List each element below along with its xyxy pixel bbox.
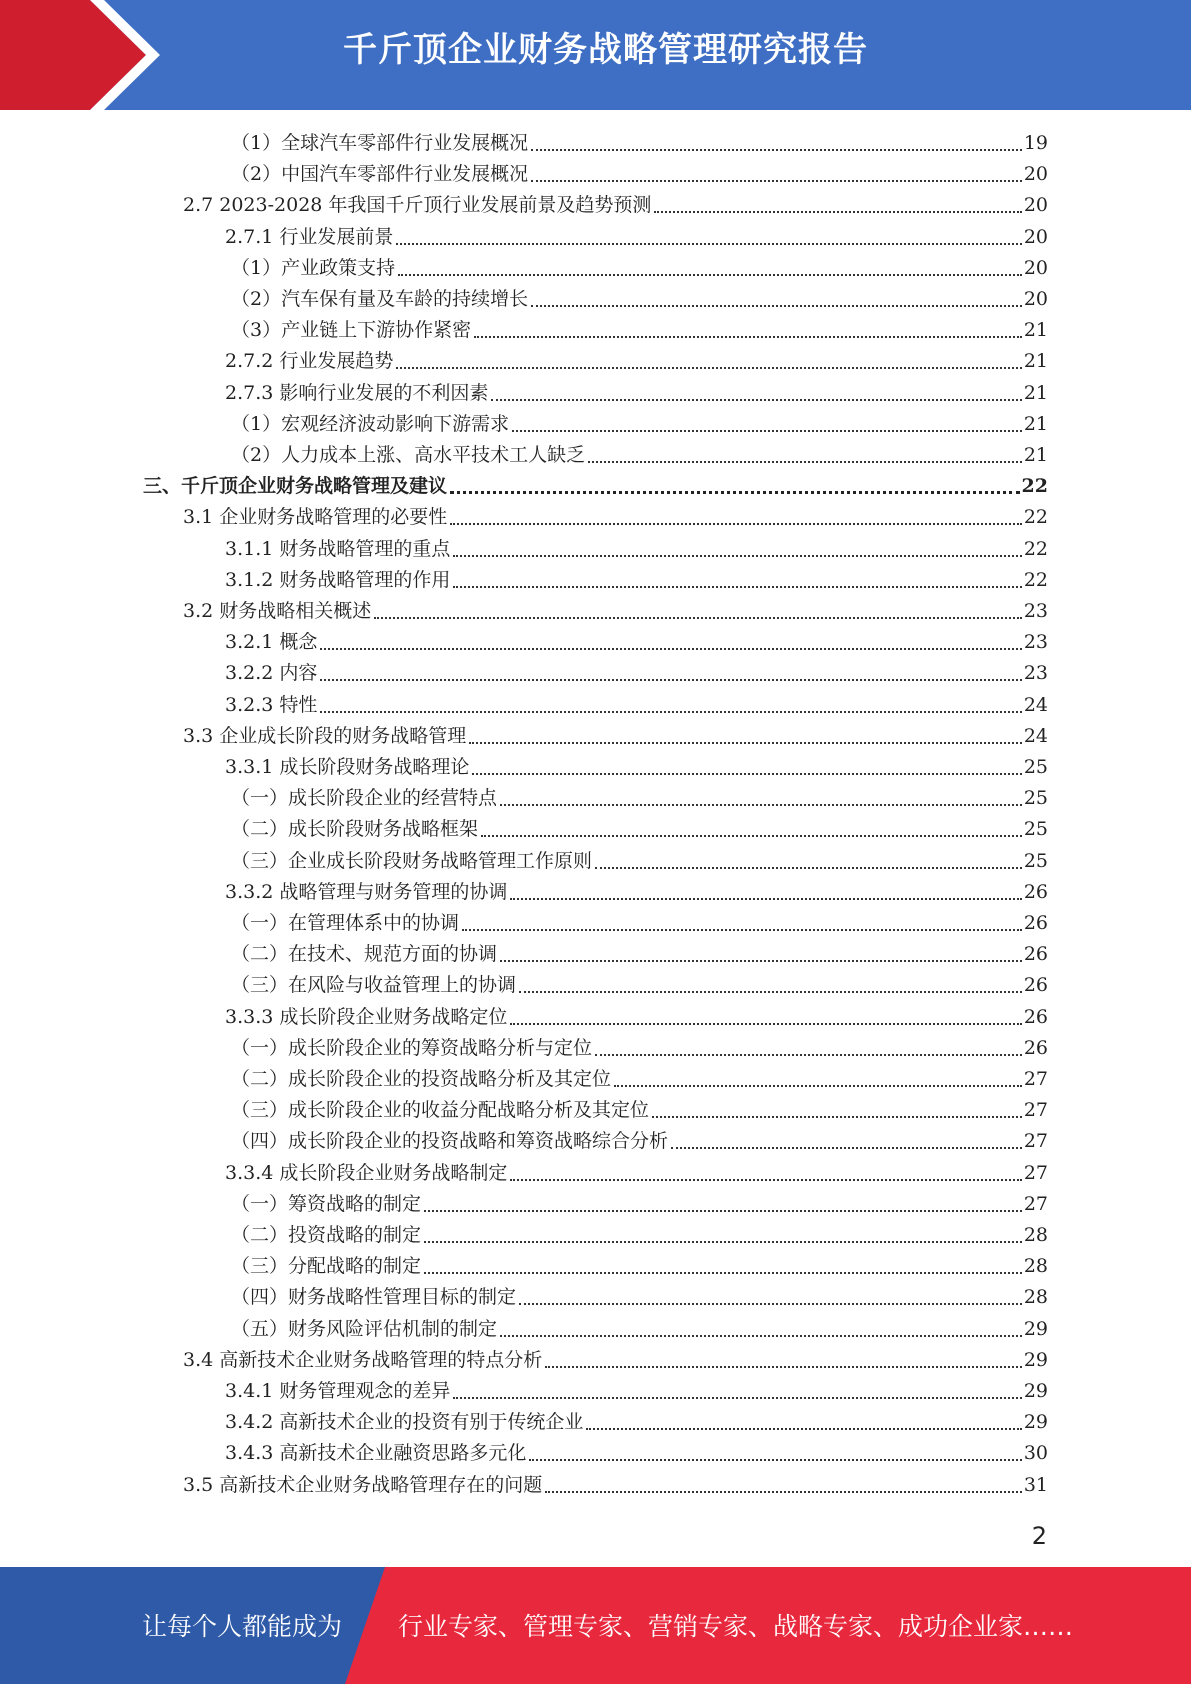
toc-entry-page: 25 — [1023, 849, 1048, 872]
toc-leader-dots — [469, 742, 1022, 744]
toc-leader-dots — [462, 929, 1022, 931]
toc-entry-label: 3.4.2 高新技术企业的投资有别于传统企业 — [225, 1411, 584, 1434]
toc-entry-page: 28 — [1023, 1286, 1048, 1309]
toc-entry[interactable] — [231, 1314, 1048, 1345]
toc-entry[interactable] — [225, 1376, 1048, 1407]
toc-leader-dots — [595, 1054, 1022, 1056]
toc-leader-dots — [614, 1085, 1022, 1087]
page-header — [0, 0, 1191, 110]
footer-slogan-right: 行业专家、管理专家、营销专家、战略专家、成功企业家…… — [398, 1612, 1074, 1641]
toc-entry-label: （二）投资战略的制定 — [231, 1224, 422, 1246]
toc-leader-dots — [396, 243, 1021, 245]
toc-entry[interactable] — [225, 690, 1048, 721]
toc-entry[interactable] — [231, 908, 1048, 939]
toc-entry-label: （2）中国汽车零部件行业发展概况 — [231, 163, 529, 186]
toc-entry-label: （一）在管理体系中的协调 — [231, 912, 460, 934]
toc-entry[interactable] — [183, 502, 1048, 533]
toc-leader-dots — [453, 555, 1021, 557]
toc-entry-page: 29 — [1023, 1317, 1048, 1340]
toc-entry[interactable] — [231, 1033, 1048, 1064]
toc-entry[interactable] — [231, 315, 1048, 346]
toc-entry[interactable] — [231, 1251, 1048, 1282]
toc-leader-dots — [531, 305, 1022, 307]
toc-leader-dots — [320, 679, 1021, 681]
toc-entry-page: 21 — [1023, 381, 1048, 404]
toc-entry-label: 3.3.2 战略管理与财务管理的协调 — [225, 880, 508, 903]
toc-leader-dots — [320, 711, 1021, 713]
toc-entry[interactable] — [183, 596, 1048, 627]
toc-leader-dots — [398, 274, 1022, 276]
toc-entry-label: （一）筹资战略的制定 — [231, 1192, 422, 1215]
toc-entry-page: 21 — [1023, 412, 1048, 435]
toc-entry-label: 3.2.3 特性 — [225, 693, 318, 716]
toc-entry[interactable] — [225, 1407, 1048, 1438]
toc-leader-dots — [450, 491, 1020, 494]
toc-entry-page: 22 — [1023, 537, 1048, 560]
toc-entry-label: （三）分配战略的制定 — [231, 1255, 422, 1278]
report-title: 千斤顶企业财务战略管理研究报告 — [343, 30, 868, 70]
toc-entry-page: 28 — [1023, 1255, 1048, 1278]
toc-entry[interactable] — [225, 1002, 1048, 1033]
toc-leader-dots — [320, 648, 1021, 650]
toc-entry-label: 3.3 企业成长阶段的财务战略管理 — [183, 724, 467, 747]
toc-leader-dots — [519, 991, 1022, 993]
toc-entry-page: 31 — [1023, 1473, 1048, 1496]
toc-entry[interactable] — [225, 346, 1048, 377]
toc-entry[interactable] — [225, 752, 1048, 783]
toc-entry-label: （2）汽车保有量及车龄的持续增长 — [231, 288, 529, 310]
toc-leader-dots — [450, 523, 1022, 525]
toc-entry-page: 23 — [1023, 631, 1048, 654]
toc-entry-label: （一）成长阶段企业的经营特点 — [231, 787, 498, 810]
toc-entry-label: 3.5 高新技术企业财务战略管理存在的问题 — [183, 1473, 543, 1496]
toc-entry[interactable] — [225, 378, 1048, 409]
toc-entry-page: 24 — [1023, 693, 1048, 716]
toc-entry[interactable] — [183, 1345, 1048, 1376]
toc-entry-label: 2.7 2023-2028 年我国千斤顶行业发展前景及趋势预测 — [183, 194, 652, 217]
toc-entry-page: 27 — [1023, 1099, 1048, 1122]
toc-entry[interactable] — [231, 128, 1048, 159]
toc-entry-label: 2.7.1 行业发展前景 — [225, 225, 394, 248]
toc-entry-label: （一）成长阶段企业的筹资战略分析与定位 — [231, 1036, 593, 1059]
toc-entry[interactable] — [225, 222, 1048, 253]
toc-entry[interactable] — [231, 1095, 1048, 1126]
toc-entry[interactable] — [231, 440, 1048, 471]
toc-entry[interactable] — [231, 1282, 1048, 1313]
toc-entry-page: 26 — [1023, 1036, 1048, 1059]
toc-leader-dots — [500, 804, 1022, 806]
toc-leader-dots — [453, 586, 1021, 588]
toc-leader-dots — [424, 1210, 1022, 1212]
toc-entry-label: （三）在风险与收益管理上的协调 — [231, 974, 517, 997]
toc-entry-label: （二）成长阶段财务战略框架 — [231, 818, 479, 841]
toc-entry-page: 21 — [1023, 350, 1048, 373]
toc-entry[interactable] — [231, 284, 1048, 315]
toc-entry-page: 29 — [1023, 1380, 1048, 1402]
toc-entry[interactable] — [231, 253, 1048, 284]
toc-leader-dots — [586, 1428, 1021, 1430]
toc-entry-page: 27 — [1023, 1161, 1048, 1184]
toc-leader-dots — [652, 1116, 1022, 1118]
toc-entry[interactable] — [183, 190, 1048, 221]
toc-entry[interactable] — [231, 409, 1048, 440]
toc-entry-page: 25 — [1023, 818, 1048, 841]
footer-slogan-left: 让每个人都能成为 — [142, 1612, 343, 1641]
toc-leader-dots — [595, 867, 1022, 869]
toc-entry-label: （三）成长阶段企业的收益分配战略分析及其定位 — [231, 1099, 650, 1122]
toc-entry-label: （四）财务战略性管理目标的制定 — [231, 1286, 517, 1309]
toc-entry[interactable] — [231, 939, 1048, 970]
toc-entry-label: （三）企业成长阶段财务战略管理工作原则 — [231, 849, 593, 872]
toc-entry[interactable] — [231, 783, 1048, 814]
toc-entry-page: 27 — [1023, 1130, 1048, 1153]
toc-leader-dots — [510, 1023, 1021, 1025]
toc-entry-page: 26 — [1023, 974, 1048, 997]
toc-entry-page: 20 — [1023, 194, 1048, 217]
toc-entry[interactable] — [231, 846, 1048, 877]
toc-entry-label: （五）财务风险评估机制的制定 — [231, 1317, 498, 1340]
toc-entry-label: 3.1 企业财务战略管理的必要性 — [183, 506, 448, 529]
toc-entry[interactable] — [231, 1220, 1048, 1251]
toc-entry-page: 25 — [1023, 787, 1048, 810]
toc-leader-dots — [531, 180, 1022, 182]
page-footer — [0, 1567, 1191, 1684]
toc-leader-dots — [545, 1366, 1022, 1368]
toc-leader-dots — [588, 461, 1022, 463]
toc-entry-label: （1）全球汽车零部件行业发展概况 — [231, 132, 529, 154]
toc-entry-page: 26 — [1023, 1005, 1048, 1028]
toc-entry[interactable] — [231, 159, 1048, 190]
toc-entry-label: 3.1.1 财务战略管理的重点 — [225, 537, 451, 560]
toc-entry-label: 3.4.3 高新技术企业融资思路多元化 — [225, 1442, 527, 1465]
toc-entry-label: 3.4 高新技术企业财务战略管理的特点分析 — [183, 1348, 543, 1371]
toc-entry-page: 22 — [1023, 568, 1048, 591]
toc-entry-page: 21 — [1023, 319, 1048, 342]
toc-leader-dots — [512, 430, 1022, 432]
toc-leader-dots — [500, 1335, 1022, 1337]
toc-entry-label: 3.2.2 内容 — [225, 662, 318, 685]
toc-entry-label: 3.2 财务战略相关概述 — [183, 600, 372, 622]
toc-entry[interactable] — [231, 970, 1048, 1001]
toc-entry[interactable] — [225, 534, 1048, 565]
toc-entry[interactable] — [225, 1158, 1048, 1189]
toc-entry[interactable] — [231, 1189, 1048, 1220]
toc-leader-dots — [424, 1272, 1022, 1274]
toc-entry[interactable] — [225, 627, 1048, 658]
toc-entry-label: 2.7.3 影响行业发展的不利因素 — [225, 381, 489, 404]
toc-leader-dots — [510, 898, 1021, 900]
toc-entry[interactable] — [183, 1470, 1048, 1501]
page-number: 2 — [1031, 1522, 1047, 1550]
toc-leader-dots — [424, 1241, 1022, 1243]
toc-entry-page: 23 — [1023, 662, 1048, 685]
toc-entry-page: 27 — [1023, 1068, 1048, 1090]
toc-entry-page: 28 — [1023, 1224, 1048, 1246]
toc-leader-dots — [545, 1491, 1022, 1493]
toc-entry-label: （二）在技术、规范方面的协调 — [231, 943, 498, 966]
toc-leader-dots — [519, 1303, 1022, 1305]
toc-entry[interactable] — [225, 877, 1048, 908]
toc-entry-page: 26 — [1023, 943, 1048, 966]
toc-leader-dots — [671, 1147, 1022, 1149]
toc-leader-dots — [472, 773, 1021, 775]
toc-entry-page: 19 — [1023, 132, 1048, 154]
toc-entry-page: 27 — [1023, 1192, 1048, 1215]
toc-entry[interactable] — [225, 1438, 1048, 1469]
toc-entry-label: 3.2.1 概念 — [225, 631, 318, 654]
toc-entry-page: 20 — [1023, 163, 1048, 186]
toc-entry-page: 25 — [1023, 756, 1048, 778]
toc-leader-dots — [500, 960, 1022, 962]
toc-leader-dots — [396, 367, 1021, 369]
toc-entry[interactable] — [143, 471, 1048, 502]
toc-entry-page: 30 — [1023, 1442, 1048, 1465]
toc-entry-page: 24 — [1023, 724, 1048, 747]
toc-entry-label: 三、千斤顶企业财务战略管理及建议 — [143, 475, 448, 498]
toc-entry-label: 3.4.1 财务管理观念的差异 — [225, 1380, 451, 1402]
toc-entry[interactable] — [231, 1126, 1048, 1157]
toc-leader-dots — [481, 835, 1022, 837]
toc-entry-page: 26 — [1023, 880, 1048, 903]
toc-entry-label: （1）宏观经济波动影响下游需求 — [231, 412, 510, 435]
toc-leader-dots — [374, 617, 1022, 619]
toc-entry-page: 29 — [1023, 1348, 1048, 1371]
toc-entry[interactable] — [225, 658, 1048, 689]
toc-leader-dots — [474, 336, 1022, 338]
toc-entry-label: （二）成长阶段企业的投资战略分析及其定位 — [231, 1068, 612, 1090]
toc-entry-page: 20 — [1023, 225, 1048, 248]
toc-entry-page: 22 — [1023, 506, 1048, 529]
toc-entry-label: （3）产业链上下游协作紧密 — [231, 319, 472, 342]
toc-entry-label: 3.3.4 成长阶段企业财务战略制定 — [225, 1161, 508, 1184]
toc-entry-label: 3.1.2 财务战略管理的作用 — [225, 568, 451, 591]
toc-entry-page: 26 — [1023, 912, 1048, 934]
toc-entry-label: 2.7.2 行业发展趋势 — [225, 350, 394, 373]
toc-entry[interactable] — [231, 1064, 1048, 1095]
toc-leader-dots — [654, 211, 1021, 213]
toc-entry-page: 23 — [1023, 600, 1048, 622]
toc-entry-label: 3.3.3 成长阶段企业财务战略定位 — [225, 1005, 508, 1028]
toc-entry-page: 20 — [1023, 256, 1048, 279]
toc-entry-page: 22 — [1021, 475, 1048, 498]
toc-leader-dots — [531, 149, 1022, 151]
toc-entry[interactable] — [225, 565, 1048, 596]
toc-entry-page: 21 — [1023, 444, 1048, 466]
toc-leader-dots — [510, 1179, 1021, 1181]
toc-entry-page: 20 — [1023, 288, 1048, 310]
toc-leader-dots — [529, 1459, 1021, 1461]
toc-entry-label: 3.3.1 成长阶段财务战略理论 — [225, 756, 470, 778]
toc-leader-dots — [491, 399, 1021, 401]
toc-leader-dots — [453, 1397, 1021, 1399]
toc-entry-label: （四）成长阶段企业的投资战略和筹资战略综合分析 — [231, 1130, 669, 1153]
toc-entry[interactable] — [231, 814, 1048, 845]
toc-entry-label: （1）产业政策支持 — [231, 256, 396, 279]
toc-entry-page: 29 — [1023, 1411, 1048, 1434]
toc-entry[interactable] — [183, 721, 1048, 752]
toc-entry-label: （2）人力成本上涨、高水平技术工人缺乏 — [231, 444, 586, 466]
